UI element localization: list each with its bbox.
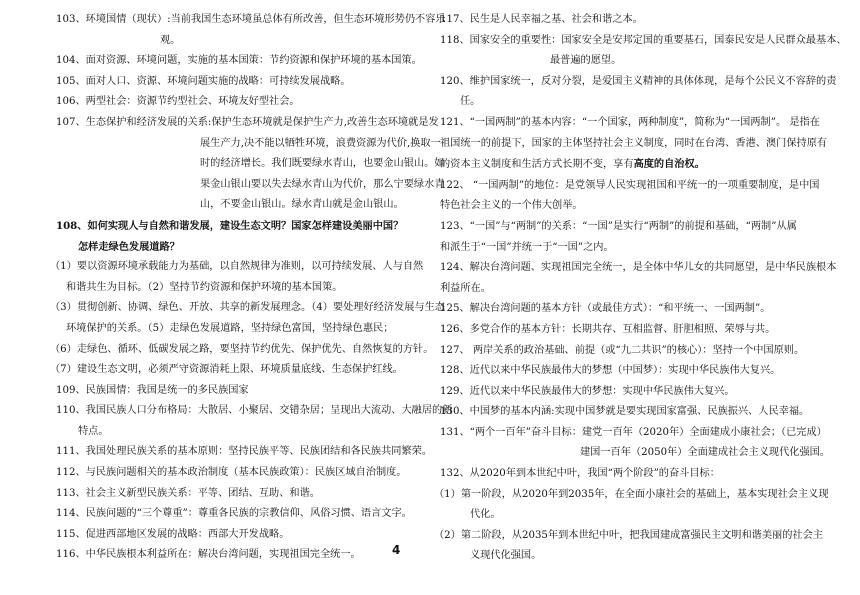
- text-line: [56, 525, 406, 546]
- text-line: [440, 299, 820, 320]
- text-line: [440, 279, 820, 300]
- line-text: 103、环境国情（现状）:当前我国生态环境虽总体有所改善，但生态环境形势仍不容乐: [56, 14, 446, 25]
- line-text: 106、两型社会：资源节约型社会、环境友好型社会。: [56, 96, 300, 108]
- text-line: [56, 10, 446, 31]
- text-line: [56, 216, 406, 237]
- text-line: [440, 154, 820, 176]
- line-text: （1）第一阶段，从2020年到2035年，在全面小康社会的基础上，基本实现社会主义现: [434, 488, 829, 500]
- right-column: [434, 10, 847, 567]
- line-text: 122、 “一国两制”的地位：是党领导人民实现祖国和平统一的一项重要制度，是中国: [440, 179, 820, 191]
- line-text: 建国一百年（2050年）全面建成社会主义现代化强国。: [580, 447, 831, 459]
- line-text: 111、我国处理民族关系的基本原则：坚持民族平等、民族团结和各民族共同繁荣。: [56, 446, 433, 458]
- line-text: 121、“一国两制”的基本内容：“一个国家，两种制度”，简称为“一国两制”。 是指在: [440, 116, 820, 128]
- line-text: 最普遍的愿望。: [550, 55, 622, 67]
- line-text: 129、近代以来中华民族最伟大的梦想：实现中华民族伟大复兴。: [440, 385, 735, 397]
- line-text: 105、面对人口、资源、环境问题实施的战略：可持续发展战略。: [56, 75, 351, 87]
- text-line: [440, 505, 820, 526]
- line-text: 113、社会主义新型民族关系：平等、团结、互助、和谐。: [56, 487, 320, 499]
- line-text: 123、“一国”与“两制”的关系：“一国”是实行“两制”的前提和基础，“两制”从属: [440, 220, 797, 232]
- text-line: [56, 381, 406, 402]
- line-text: 124、解决台湾问题、实现祖国完全统一，是全体中华儿女的共同愿望，是中华民族根本: [440, 262, 837, 274]
- line-text: 130、中国梦的基本内涵:实现中国梦就是要实现国家富强、民族振兴、人民幸福。: [440, 406, 810, 418]
- line-text: 108、如何实现人与自然和谐发展，建设生态文明？国家怎样建设美丽中国？: [56, 219, 404, 232]
- text-line: [56, 51, 422, 72]
- line-text: 107、生态保护和经济发展的关系:保护生态环境就是保护生产力,改善生态环境就是发: [56, 116, 439, 128]
- line-text: 132、从2020年到本世纪中叶，我国“两个阶段”的奋斗目标：: [440, 468, 720, 480]
- line-text: 128、近代以来中华民族最伟大的梦想（中国梦）：实现中华民族伟大复兴。: [440, 365, 781, 377]
- line-text: 110、我国民族人口分布格局：大散居、小聚居、交错杂居；呈现出大流动、大融居的新: [56, 405, 453, 417]
- line-text: 112、与民族问题相关的基本政治制度（基本民族政策）：民族区域自治制度。: [56, 467, 407, 479]
- text-line: [56, 237, 406, 258]
- line-text: 环境保护的关系。（5）走绿色发展道路，坚持绿色富国，坚持绿色惠民；: [66, 322, 394, 334]
- line-text: 特点。: [78, 425, 109, 437]
- text-line: [440, 382, 820, 403]
- text-line: [56, 31, 406, 52]
- line-text: （6）走绿色、循环、低碳发展之路，要坚持节约优先、保护优先、自然恢复的方针。: [50, 343, 434, 355]
- text-line: [440, 113, 820, 134]
- line-text: 利益所在。: [440, 282, 491, 294]
- line-text: 125、解决台湾问题的基本方针（或最佳方式）：“和平统一、一国两制”。: [440, 303, 771, 315]
- line-text: 时的经济增长。我们既要绿水青山，也要金山银山。如: [200, 158, 445, 170]
- text-line: [56, 484, 406, 505]
- text-line: [440, 176, 820, 197]
- text-line: [440, 258, 837, 279]
- text-line: [440, 10, 820, 31]
- line-text: 义现代化强国。: [470, 550, 542, 562]
- text-line: [440, 361, 820, 382]
- line-text: 果金山银山要以失去绿水青山为代价，那么宁要绿水青: [200, 178, 445, 190]
- text-line: [434, 526, 823, 547]
- page-number: 4: [392, 543, 401, 557]
- text-line: [50, 360, 406, 381]
- text-line: [440, 443, 831, 464]
- text-line: [56, 175, 445, 196]
- text-line: [56, 278, 406, 299]
- line-text: 118、国家安全的重要性：国家安全是安邦定国的重要基石，国泰民安是人民群众最基本、: [440, 34, 847, 46]
- text-line: [440, 51, 820, 72]
- text-line: [440, 546, 820, 567]
- line-text: （7）建设生态文明，必须严守资源消耗上限、环境质量底线、生态保护红线。: [50, 364, 403, 376]
- text-line: [56, 92, 406, 113]
- line-text: 109、民族国情：我国是统一的多民族国家: [56, 384, 249, 396]
- text-line: [56, 113, 439, 134]
- line-text: 126、多党合作的基本方针：长期共存、互相监督、肝胆相照、荣辱与共。: [440, 323, 776, 335]
- text-line: [440, 31, 847, 52]
- text-line: [440, 238, 820, 259]
- text-line: [440, 217, 820, 238]
- line-text: 和谐共生为目标。（2）坚持节约资源和保护环境的基本国策。: [66, 281, 343, 293]
- line-text: 116、中华民族根本利益所在：解决台湾问题，实现祖国完全统一。: [56, 549, 361, 561]
- text-line: [50, 257, 424, 278]
- line-text: 任。: [460, 96, 481, 108]
- text-line: [56, 154, 445, 175]
- line-text: 展生产力,决不能以牺牲环境，浪费资源为代价,换取一: [200, 137, 441, 149]
- line-text: 祖国统一的前提下，国家的主体坚持社会主义制度，同时在台湾、香港、澳门保持原有: [440, 137, 828, 149]
- text-line: [440, 134, 828, 155]
- text-line: [440, 423, 827, 444]
- line-text: 怎样走绿色发展道路？: [78, 240, 180, 253]
- text-line: [56, 504, 412, 525]
- text-line: [56, 401, 453, 422]
- text-line: [440, 72, 837, 93]
- text-line: [440, 320, 820, 341]
- text-line: [440, 92, 820, 113]
- text-line: [56, 463, 406, 484]
- line-text: 117、民生是人民幸福之基、社会和谐之本。: [440, 14, 643, 25]
- text-line: [56, 319, 406, 340]
- line-text: （3）贯彻创新、协调、绿色、开放、共享的新发展理念。（4）要处理好经济发展与生态: [50, 302, 445, 314]
- line-text: （1）要以资源环境承载能力为基础，以自然规律为准则，以可持续发展、人与自然: [50, 261, 424, 273]
- line-text: 的资本主义制度和生活方式长期不变，享有: [440, 159, 634, 171]
- line-text: 代化。: [470, 509, 501, 521]
- text-line: [56, 134, 441, 155]
- line-text: 120、维护国家统一，反对分裂，是爱国主义精神的具体体现，是每个公民义不容辞的责: [440, 75, 837, 87]
- text-line: [440, 464, 820, 485]
- text-line: [440, 402, 820, 423]
- text-line: [434, 485, 829, 506]
- text-line: [56, 545, 406, 566]
- line-text: （2）第二阶段，从2035年到本世纪中叶，把我国建成富强民主文明和谐美丽的社会主: [434, 529, 823, 541]
- left-column: [50, 10, 453, 566]
- line-text: 山，不要金山银山。绿水青山就是金山银山。: [200, 199, 404, 211]
- text-line: [440, 341, 820, 362]
- line-text: 114、民族问题的“三个尊重”：尊重各民族的宗教信仰、风俗习惯、语言文字。: [56, 508, 412, 520]
- text-line: [56, 195, 406, 216]
- emphasis-text: 高度的自治权。: [633, 158, 705, 171]
- line-text: 131、“两个一百年”奋斗目标：建党一百年（2020年）全面建成小康社会；（已完成）: [440, 426, 827, 438]
- line-text: 127、 两岸关系的政治基础、前提（或“九二共识”的核心）：坚持一个中国原则。: [440, 344, 805, 356]
- line-text: 和派生于“一国”并统一于“一国”之内。: [440, 241, 614, 253]
- text-line: [56, 442, 433, 463]
- line-text: 104、面对资源、环境问题，实施的基本国策：节约资源和保护环境的基本国策。: [56, 55, 422, 67]
- text-line: [56, 422, 406, 443]
- line-text: 特色社会主义的一个伟大创举。: [440, 200, 583, 212]
- text-line: [50, 340, 434, 361]
- text-line: [440, 196, 820, 217]
- line-text: 观。: [160, 34, 181, 46]
- text-line: [56, 72, 406, 93]
- text-line: [50, 298, 445, 319]
- line-text: 115、促进西部地区发展的战略：西部大开发战略。: [56, 528, 290, 540]
